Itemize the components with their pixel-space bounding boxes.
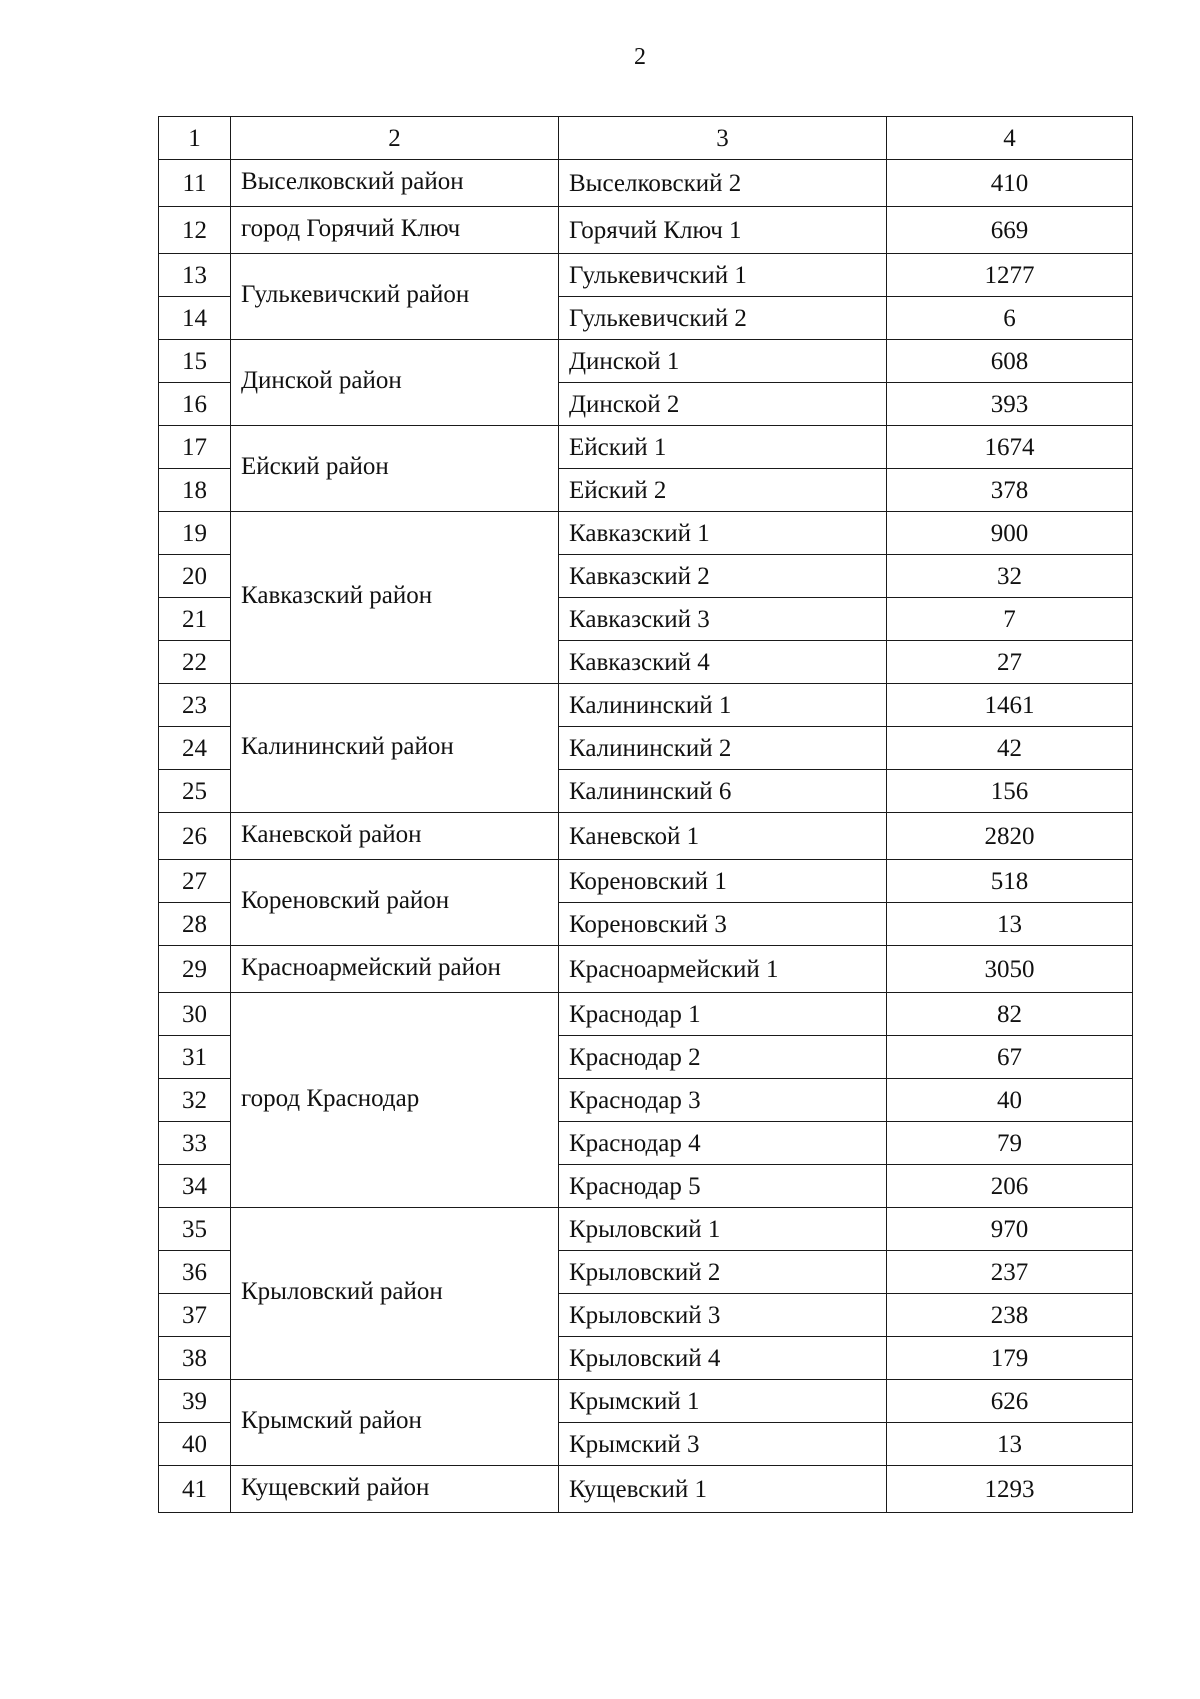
station-name-cell: Кавказский 3 [559,598,887,641]
row-number-cell: 32 [159,1079,231,1122]
row-number-cell: 31 [159,1036,231,1079]
station-name-cell: Динской 1 [559,340,887,383]
value-cell: 669 [887,207,1133,254]
table-row [159,1466,1133,1513]
station-name-cell: Кавказский 1 [559,512,887,555]
header-cell-3: 3 [559,117,887,160]
value-cell: 1293 [887,1466,1133,1513]
district-cell: Ейский район [231,426,559,512]
value-cell: 179 [887,1337,1133,1380]
table-row [159,512,1133,555]
district-cell: Крымский район [231,1380,559,1466]
station-name-cell: Кореновский 1 [559,860,887,903]
table-row [159,160,1133,207]
data-table [158,116,1133,1513]
row-number-cell: 34 [159,1165,231,1208]
row-number-cell: 21 [159,598,231,641]
row-number-cell: 40 [159,1423,231,1466]
row-number-cell: 17 [159,426,231,469]
station-name-cell: Кавказский 4 [559,641,887,684]
district-cell: Кущевский район [231,1466,559,1513]
station-name-cell: Кавказский 2 [559,555,887,598]
station-name-cell: Гулькевичский 2 [559,297,887,340]
value-cell: 6 [887,297,1133,340]
row-number-cell: 22 [159,641,231,684]
value-cell: 40 [887,1079,1133,1122]
row-number-cell: 30 [159,993,231,1036]
value-cell: 970 [887,1208,1133,1251]
district-cell: Гулькевичский район [231,254,559,340]
district-cell: Крыловский район [231,1208,559,1380]
table-row [159,426,1133,469]
station-name-cell: Краснодар 1 [559,993,887,1036]
row-number-cell: 29 [159,946,231,993]
station-name-cell: Краснодар 4 [559,1122,887,1165]
header-cell-1: 1 [159,117,231,160]
station-name-cell: Крыловский 4 [559,1337,887,1380]
value-cell: 3050 [887,946,1133,993]
value-cell: 206 [887,1165,1133,1208]
district-cell: Кореновский район [231,860,559,946]
station-name-cell: Калининский 6 [559,770,887,813]
table-body [159,117,1133,1513]
value-cell: 67 [887,1036,1133,1079]
table-row [159,684,1133,727]
row-number-cell: 26 [159,813,231,860]
value-cell: 410 [887,160,1133,207]
station-name-cell: Краснодар 2 [559,1036,887,1079]
value-cell: 1461 [887,684,1133,727]
value-cell: 7 [887,598,1133,641]
value-cell: 2820 [887,813,1133,860]
station-name-cell: Кущевский 1 [559,1466,887,1513]
row-number-cell: 23 [159,684,231,727]
station-name-cell: Крыловский 2 [559,1251,887,1294]
value-cell: 1277 [887,254,1133,297]
value-cell: 82 [887,993,1133,1036]
row-number-cell: 27 [159,860,231,903]
table-row [159,254,1133,297]
station-name-cell: Краснодар 5 [559,1165,887,1208]
value-cell: 518 [887,860,1133,903]
district-cell: Динской район [231,340,559,426]
row-number-cell: 39 [159,1380,231,1423]
row-number-cell: 15 [159,340,231,383]
value-cell: 393 [887,383,1133,426]
row-number-cell: 11 [159,160,231,207]
station-name-cell: Крымский 1 [559,1380,887,1423]
station-name-cell: Калининский 1 [559,684,887,727]
row-number-cell: 36 [159,1251,231,1294]
page-number: 2 [634,44,646,70]
row-number-cell: 18 [159,469,231,512]
district-cell: Каневской район [231,813,559,860]
value-cell: 237 [887,1251,1133,1294]
station-name-cell: Ейский 1 [559,426,887,469]
station-name-cell: Красноармейский 1 [559,946,887,993]
row-number-cell: 24 [159,727,231,770]
table-row [159,946,1133,993]
district-cell: Выселковский район [231,160,559,207]
row-number-cell: 33 [159,1122,231,1165]
value-cell: 378 [887,469,1133,512]
value-cell: 608 [887,340,1133,383]
row-number-cell: 37 [159,1294,231,1337]
row-number-cell: 12 [159,207,231,254]
row-number-cell: 25 [159,770,231,813]
value-cell: 32 [887,555,1133,598]
table-row [159,993,1133,1036]
table-row [159,1208,1133,1251]
station-name-cell: Крымский 3 [559,1423,887,1466]
station-name-cell: Калининский 2 [559,727,887,770]
row-number-cell: 14 [159,297,231,340]
station-name-cell: Динской 2 [559,383,887,426]
row-number-cell: 28 [159,903,231,946]
table-row [159,1380,1133,1423]
header-cell-4: 4 [887,117,1133,160]
station-name-cell: Крыловский 1 [559,1208,887,1251]
district-cell: Калининский район [231,684,559,813]
district-cell: Красноармейский район [231,946,559,993]
header-cell-2: 2 [231,117,559,160]
row-number-cell: 41 [159,1466,231,1513]
value-cell: 238 [887,1294,1133,1337]
value-cell: 626 [887,1380,1133,1423]
district-cell: город Краснодар [231,993,559,1208]
table-row [159,340,1133,383]
value-cell: 156 [887,770,1133,813]
row-number-cell: 13 [159,254,231,297]
value-cell: 13 [887,1423,1133,1466]
table-row [159,860,1133,903]
station-name-cell: Кореновский 3 [559,903,887,946]
row-number-cell: 38 [159,1337,231,1380]
value-cell: 42 [887,727,1133,770]
station-name-cell: Выселковский 2 [559,160,887,207]
station-name-cell: Крыловский 3 [559,1294,887,1337]
row-number-cell: 16 [159,383,231,426]
value-cell: 13 [887,903,1133,946]
header-row [159,117,1133,160]
table-row [159,207,1133,254]
station-name-cell: Краснодар 3 [559,1079,887,1122]
value-cell: 1674 [887,426,1133,469]
value-cell: 900 [887,512,1133,555]
row-number-cell: 19 [159,512,231,555]
station-name-cell: Горячий Ключ 1 [559,207,887,254]
row-number-cell: 35 [159,1208,231,1251]
station-name-cell: Гулькевичский 1 [559,254,887,297]
district-cell: город Горячий Ключ [231,207,559,254]
table-row [159,813,1133,860]
station-name-cell: Ейский 2 [559,469,887,512]
value-cell: 79 [887,1122,1133,1165]
district-cell: Кавказский район [231,512,559,684]
station-name-cell: Каневской 1 [559,813,887,860]
row-number-cell: 20 [159,555,231,598]
value-cell: 27 [887,641,1133,684]
